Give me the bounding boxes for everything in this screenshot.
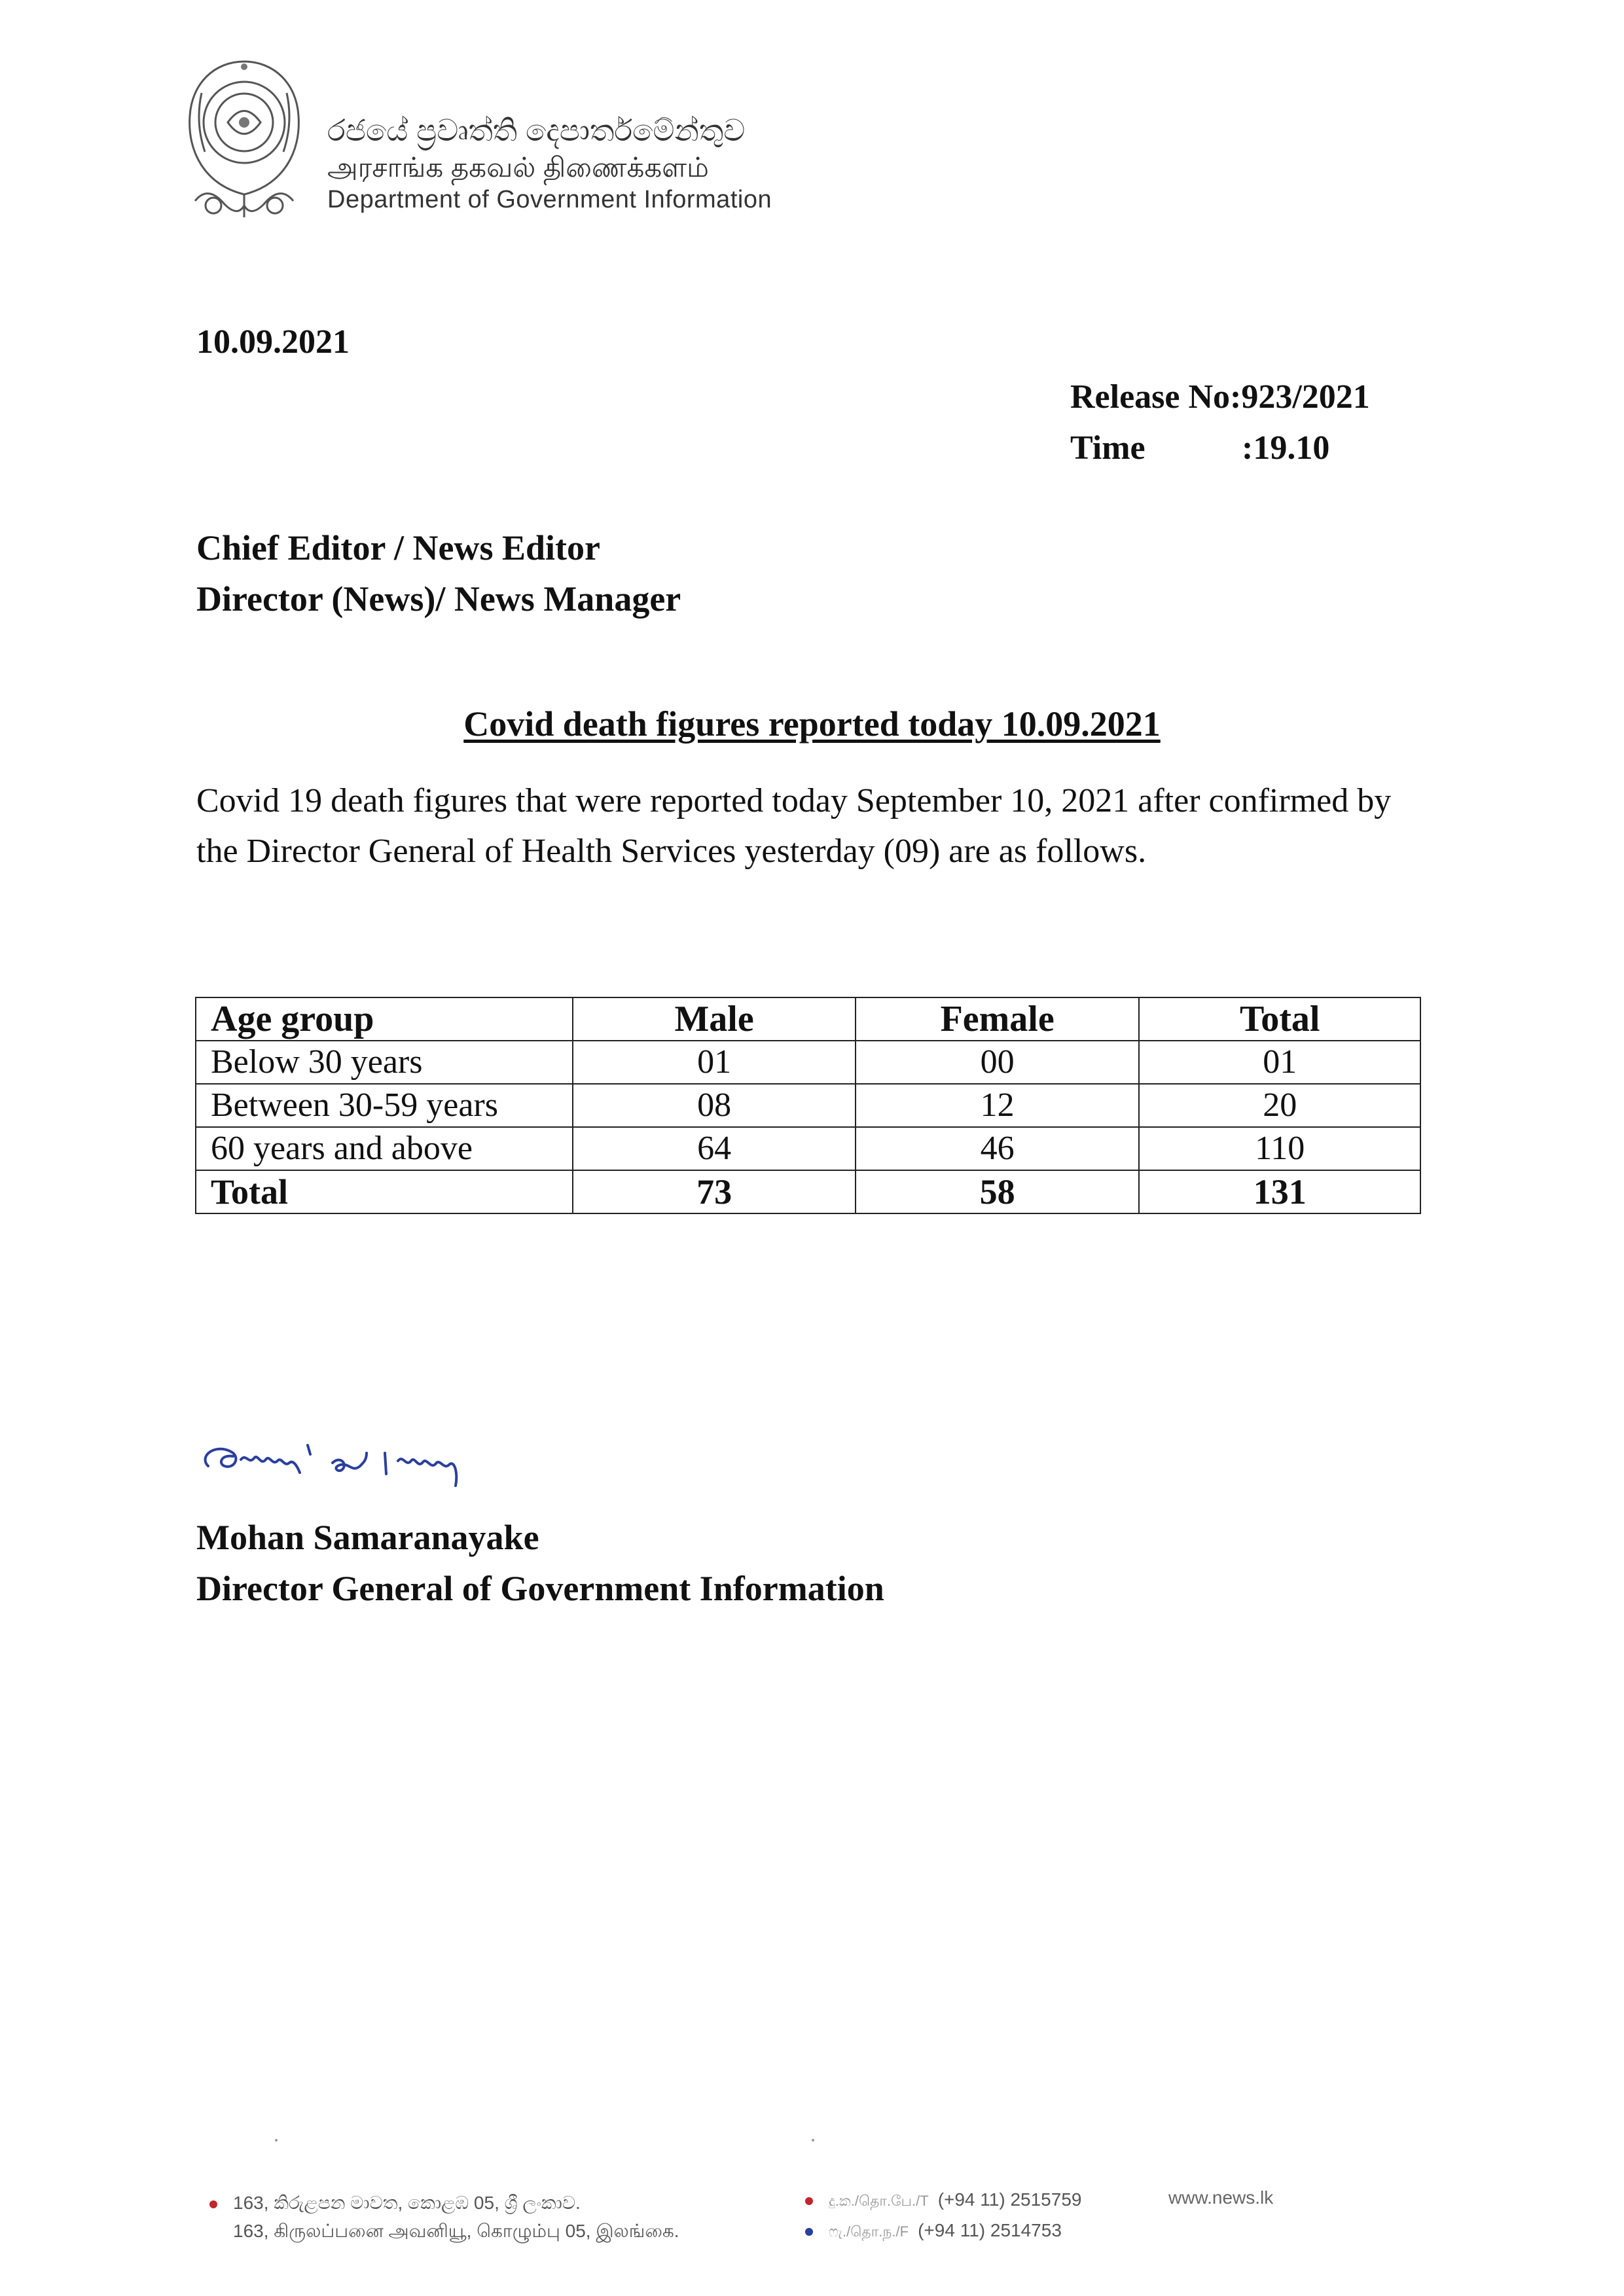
signer-title: Director General of Government Information bbox=[196, 1569, 884, 1608]
release-time: :19.10 bbox=[1242, 429, 1330, 467]
table-header: Age group bbox=[196, 997, 573, 1041]
body-paragraph: Covid 19 death figures that were reported today September 10, 2021 after confirmed by the Director General of Health Services yesterday (09) are as follows. bbox=[196, 782, 1392, 870]
document-heading bbox=[0, 704, 1624, 744]
covid-death-table bbox=[195, 997, 1421, 1214]
table-row bbox=[196, 1127, 1420, 1170]
footer-telephone-label: දු.ක./தொ.பே./T bbox=[829, 2193, 929, 2209]
footer-website: www.news.lk bbox=[1168, 2187, 1274, 2208]
table-cell: 58 bbox=[856, 1170, 1140, 1213]
table-cell: 110 bbox=[1139, 1127, 1420, 1170]
document-heading-text: Covid death figures reported today 10.09.2021 bbox=[463, 704, 1161, 744]
sri-lanka-state-emblem-icon bbox=[175, 54, 313, 224]
footer-fax-number: (+94 11) 2514753 bbox=[918, 2220, 1062, 2240]
table-total-row bbox=[196, 1170, 1420, 1213]
handwritten-signature bbox=[195, 1427, 562, 1512]
letterhead-english: Department of Government Information bbox=[327, 186, 772, 213]
table-cell: 60 years and above bbox=[196, 1127, 573, 1170]
footer-telephone-number: (+94 11) 2515759 bbox=[937, 2189, 1082, 2210]
table-cell: 01 bbox=[1139, 1041, 1420, 1084]
table-cell: 00 bbox=[856, 1041, 1140, 1084]
footer-telephone bbox=[805, 2189, 1081, 2212]
table-header: Total bbox=[1139, 997, 1420, 1041]
footer-fax bbox=[805, 2220, 1062, 2242]
footer-bullet-icon bbox=[209, 2200, 217, 2208]
release-number-row bbox=[1070, 372, 1370, 423]
footer-divider-dot bbox=[812, 2139, 814, 2142]
letterhead-sinhala: රජයේ ප්‍රවෘත්ති දෙපාර්තමේන්තුව bbox=[327, 113, 746, 147]
table-cell: Total bbox=[196, 1170, 573, 1213]
addressee-line-1: Chief Editor / News Editor bbox=[196, 528, 600, 567]
table-cell: Below 30 years bbox=[196, 1041, 573, 1084]
table-cell: 08 bbox=[573, 1084, 856, 1127]
footer-divider-dot bbox=[275, 2139, 278, 2142]
signer-name: Mohan Samaranayake bbox=[196, 1518, 539, 1557]
release-info bbox=[1070, 372, 1370, 474]
footer-bullet-icon bbox=[805, 2228, 813, 2236]
addressees bbox=[196, 522, 681, 624]
table-cell: 46 bbox=[856, 1127, 1140, 1170]
table-cell: Between 30-59 years bbox=[196, 1084, 573, 1127]
table-cell: 20 bbox=[1139, 1084, 1420, 1127]
release-time-label: Time bbox=[1070, 429, 1146, 467]
footer-address-sinhala-text: 163, කිරුළපන මාවත, කොළඹ 05, ශ්‍රී ලංකාව. bbox=[233, 2193, 581, 2213]
letterhead-tamil: அரசாங்க தகவல் திணைக்களம் bbox=[327, 152, 709, 183]
release-number: 923/2021 bbox=[1241, 378, 1370, 416]
table-header-row bbox=[196, 997, 1420, 1041]
table-row bbox=[196, 1041, 1420, 1084]
table-cell: 12 bbox=[856, 1084, 1140, 1127]
table-cell: 131 bbox=[1139, 1170, 1420, 1213]
table-header: Male bbox=[573, 997, 856, 1041]
footer-fax-label: ෆැ./தொ.ந./F bbox=[829, 2223, 909, 2240]
table-header: Female bbox=[856, 997, 1140, 1041]
footer-bullet-icon bbox=[805, 2197, 813, 2205]
release-date: 10.09.2021 bbox=[196, 323, 350, 361]
table-row bbox=[196, 1084, 1420, 1127]
release-number-label: Release No: bbox=[1070, 378, 1242, 416]
footer-address-tamil: 163, கிருலப்பனை அவனியூ, கொழும்பு 05, இலங்கை. bbox=[233, 2221, 679, 2241]
table-cell: 01 bbox=[573, 1041, 856, 1084]
signer-block bbox=[196, 1512, 884, 1614]
release-time-row bbox=[1070, 423, 1370, 474]
table-cell: 64 bbox=[573, 1127, 856, 1170]
addressee-line-2: Director (News)/ News Manager bbox=[196, 579, 681, 619]
footer-address-sinhala bbox=[209, 2193, 581, 2214]
table-cell: 73 bbox=[573, 1170, 856, 1213]
